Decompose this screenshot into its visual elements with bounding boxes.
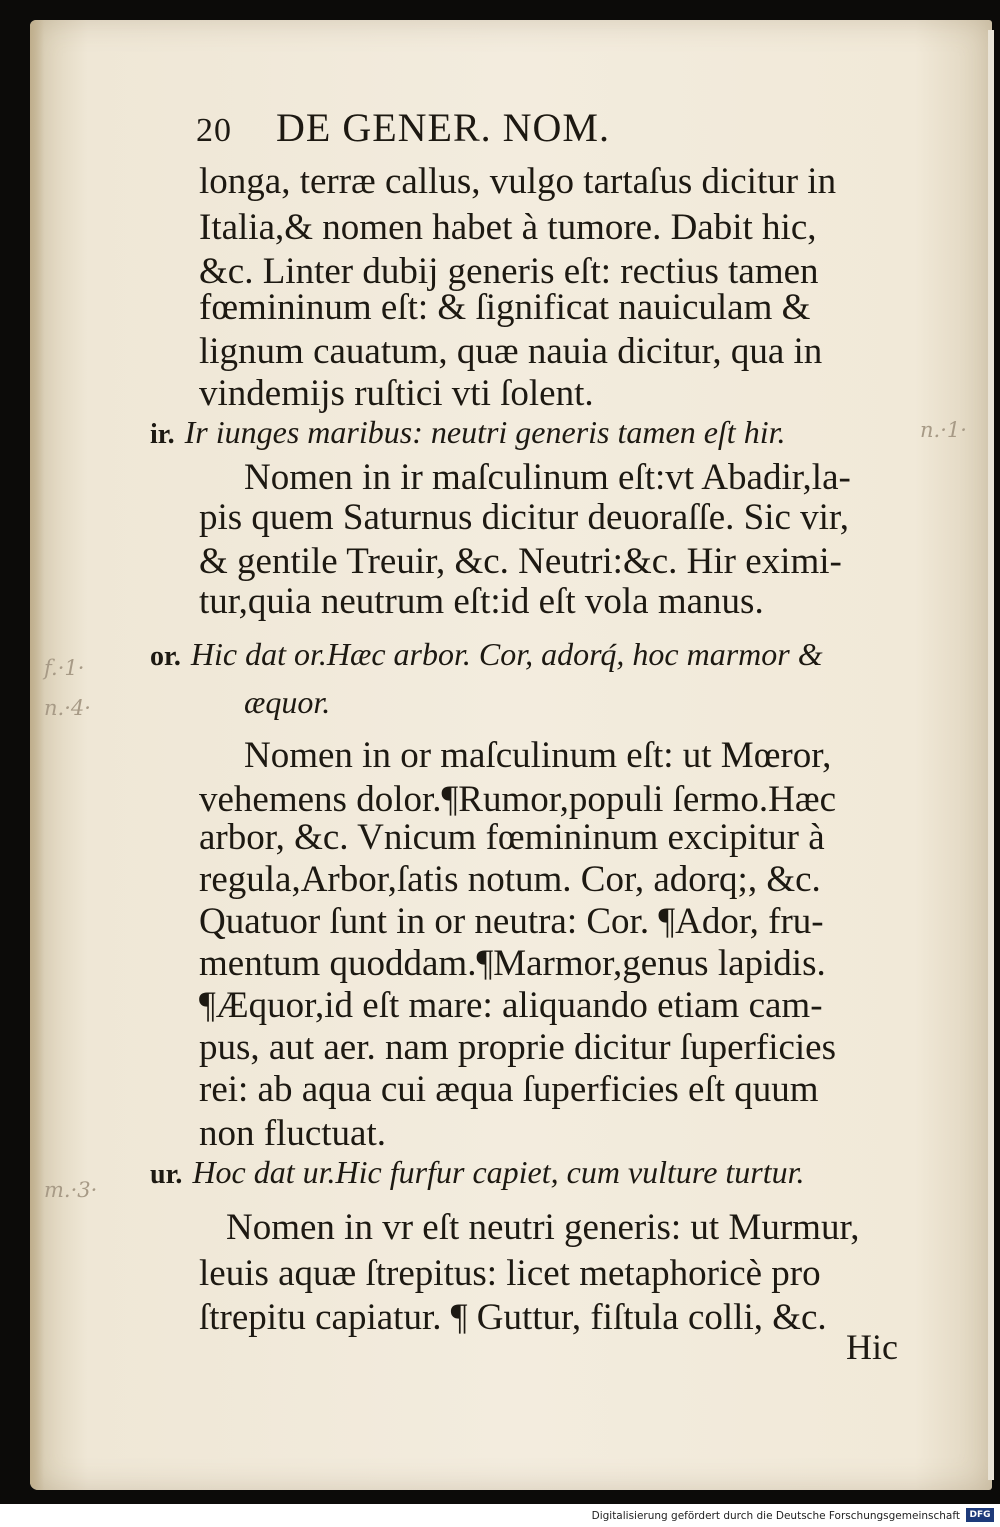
text-line: non fluctuat.: [199, 1113, 387, 1154]
text-line: regula,Arbor,ſatis notum. Cor, adorq;, &c.: [199, 859, 821, 900]
catchword: Hic: [846, 1327, 898, 1367]
rule-or-continuation: æquor.: [244, 684, 331, 720]
rule-ir: [150, 414, 785, 451]
running-head-title: DE GENER. NOM.: [276, 105, 610, 150]
text-line: vehemens dolor.¶Rumor,populi ſermo.Hæc: [199, 779, 837, 820]
text-line: ¶Æquor,id eſt mare: aliquando etiam cam-: [199, 985, 823, 1026]
rule-text: Hoc dat ur.Hic furfur capiet, cum vulture turtur.: [192, 1154, 805, 1190]
rule-ur: [150, 1154, 805, 1191]
margin-note-n1: n.·1·: [920, 418, 967, 442]
page-number: 20: [196, 112, 232, 149]
rule-ending: or.: [150, 641, 181, 672]
margin-note-f1: f.·1·: [44, 656, 85, 680]
page-edge: [988, 30, 994, 1480]
rule-text: Hic dat or.Hæc arbor. Cor, adorq́, hoc marmor &: [190, 636, 823, 672]
rule-ending: ur.: [150, 1159, 183, 1190]
text-line: longa, terræ callus, vulgo tartaſus dicitur in: [199, 161, 837, 202]
margin-note-n4: n.·4·: [44, 696, 91, 720]
text-line: arbor, &c. Vnicum fœmininum excipitur à: [199, 817, 825, 858]
text-line: ſtrepitu capiatur. ¶ Guttur, fiſtula colli, &c.: [199, 1297, 827, 1338]
funding-credit: Digitalisierung gefördert durch die Deutsche Forschungsgemeinschaft: [591, 1510, 960, 1522]
margin-note-m3: m.·3·: [44, 1178, 98, 1202]
text-line: Italia,& nomen habet à tumore. Dabit hic,: [199, 207, 817, 248]
dfg-logo-icon: DFG: [966, 1508, 994, 1522]
text-line: Nomen in ir maſculinum eſt:vt Abadir,la-: [244, 457, 851, 498]
text-line: pus, aut aer. nam proprie dicitur ſuperficies: [199, 1027, 837, 1068]
text-line: leuis aquæ ſtrepitus: licet metaphoricè pro: [199, 1253, 821, 1294]
text-line: & gentile Treuir, &c. Neutri:&c. Hir eximi-: [199, 541, 842, 582]
text-line: rei: ab aqua cui æqua ſuperficies eſt quum: [199, 1069, 819, 1110]
text-line: lignum cauatum, quæ nauia dicitur, qua in: [199, 331, 823, 372]
text-line: Nomen in vr eſt neutri generis: ut Murmur,: [226, 1207, 860, 1248]
running-head: [196, 104, 610, 151]
digitization-footer: [0, 1504, 1000, 1527]
page-gutter: [30, 20, 44, 1490]
text-line: Quatuor ſunt in or neutra: Cor. ¶Ador, fru-: [199, 901, 824, 942]
text-line: fœmininum eſt: & ſignificat nauiculam &: [199, 287, 811, 328]
rule-or: [150, 636, 823, 673]
text-line: Nomen in or maſculinum eſt: ut Mœror,: [244, 735, 832, 776]
text-line: tur,quia neutrum eſt:id eſt vola manus.: [199, 581, 764, 622]
rule-ending: ir.: [150, 419, 175, 450]
text-line: vindemijs ruſtici vti ſolent.: [199, 373, 594, 414]
text-line: mentum quoddam.¶Marmor,genus lapidis.: [199, 943, 826, 984]
rule-text: Ir iunges maribus: neutri generis tamen eſt hir.: [184, 414, 786, 450]
text-line: &c. Linter dubij generis eſt: rectius tamen: [199, 251, 819, 292]
text-line: pis quem Saturnus dicitur deuoraſſe. Sic vir,: [199, 497, 850, 538]
